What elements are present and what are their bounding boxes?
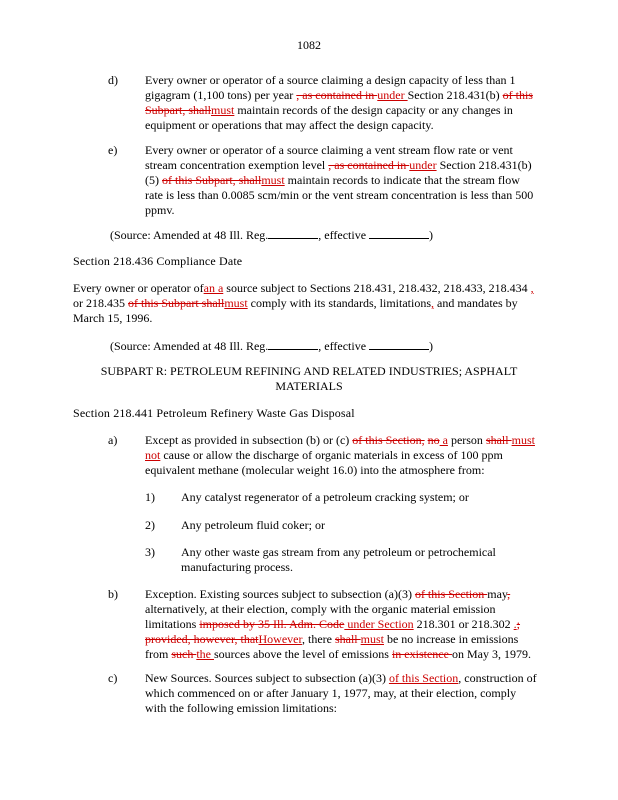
text-run: New Sources. Sources subject to subsection (a)(3) — [145, 671, 389, 685]
text-run: source subject to Sections 218.431, 218.432, 218.433, 218.434 — [223, 281, 531, 295]
deleted-text: imposed by 35 Ill. Adm. Code — [199, 617, 345, 631]
inserted-text: an a — [203, 281, 224, 295]
source-note — [110, 227, 433, 243]
blank-line — [369, 227, 429, 239]
text-run: , construction of which commenced on or after January 1, 1977, may, at their election, comply with the following emission limitations: — [145, 671, 537, 715]
para-d-text — [145, 73, 540, 133]
deleted-text: shall — [485, 433, 512, 447]
text-run: Except as provided in subsection (b) or (c) — [145, 433, 353, 447]
section-436-text — [73, 281, 543, 326]
text-run: person — [447, 433, 486, 447]
deleted-text: no — [427, 433, 440, 447]
blank-line — [268, 227, 318, 239]
source-note — [110, 338, 433, 354]
inserted-text: of this Section — [388, 671, 459, 685]
text-run: (Source: Amended at 48 Ill. Reg. — [110, 228, 269, 242]
item-label: 1) — [145, 490, 155, 504]
item-label: 2) — [145, 518, 155, 532]
deleted-text: , — [507, 587, 511, 601]
text-run: Section 218.431(b)(5) — [145, 158, 532, 187]
inserted-text: . — [513, 617, 517, 631]
deleted-text: such — [171, 647, 197, 661]
text-run: cause or allow the discharge of organic materials in excess of 100 ppm equivalent methane (molecular weight 16.0) into the atmosphere from: — [145, 448, 503, 477]
inserted-text: under Section — [344, 617, 414, 631]
para-c-label: c) — [108, 671, 118, 685]
text-run: Exception. Existing sources subject to subsection (a)(3) — [145, 587, 415, 601]
inserted-text: must — [211, 103, 235, 117]
deleted-text: of this Subpart, shall — [145, 88, 533, 117]
text-run: Section 218.431(b) — [407, 88, 503, 102]
item-text: Any petroleum fluid coker; or — [181, 518, 325, 532]
para-b-label: b) — [108, 587, 118, 601]
text-run: be no increase in emissions from — [145, 632, 519, 661]
inserted-text: must — [360, 632, 384, 646]
para-d-label: d) — [108, 73, 118, 87]
text-run: sources above the level of emissions — [214, 647, 392, 661]
text-run: ) — [429, 228, 434, 242]
inserted-text: must — [261, 173, 285, 187]
text-run: , effective — [318, 339, 370, 353]
text-run: maintain records of the design capacity or any changes in equipment or operations that may affect the design capacity. — [145, 103, 513, 132]
para-c-text — [145, 671, 540, 716]
section-heading: Section 218.441 Petroleum Refinery Waste Gas Disposal — [73, 406, 355, 420]
text-run: , there — [301, 632, 335, 646]
deleted-text: , as contained in — [296, 88, 378, 102]
blank-line — [268, 338, 318, 350]
para-a-text — [145, 433, 540, 478]
text-run: , effective — [318, 228, 370, 242]
inserted-text: a — [439, 433, 448, 447]
inserted-text: , — [530, 281, 534, 295]
text-run: 218.301 or 218.302 — [413, 617, 514, 631]
para-b-text — [145, 587, 540, 662]
section-heading: Section 218.436 Compliance Date — [73, 254, 243, 268]
item-text: Any catalyst regenerator of a petroleum cracking system; or — [181, 490, 469, 504]
deleted-text: in existence — [391, 647, 452, 661]
inserted-text: the — [196, 647, 214, 661]
para-e-text — [145, 143, 540, 218]
text-run: and mandates by March 15, 1996. — [73, 296, 518, 325]
deleted-text: of this Section — [414, 587, 488, 601]
para-a-label: a) — [108, 433, 118, 447]
inserted-text: However — [258, 632, 302, 646]
text-run: on May 3, 1979. — [451, 647, 531, 661]
item-label: 3) — [145, 545, 155, 559]
deleted-text: of this Subpart shall — [128, 296, 225, 310]
para-e-label: e) — [108, 143, 118, 157]
inserted-text: under — [409, 158, 437, 172]
inserted-text: must — [224, 296, 248, 310]
item-text: Any other waste gas stream from any petroleum or petrochemical manufacturing process. — [181, 545, 496, 574]
text-run: Every owner or operator of — [73, 281, 204, 295]
text-run: ) — [429, 339, 434, 353]
deleted-text: of this Subpart, shall — [162, 173, 262, 187]
deleted-text: provided, however, that — [145, 632, 259, 646]
text-run: Every owner or operator of a source claiming a design capacity of less than 1 gigagram (1,100 tons) per year — [145, 73, 516, 102]
page-number: 1082 — [297, 38, 321, 52]
text-run: alternatively, at their election, comply with the organic material emission limitations — [145, 602, 496, 631]
deleted-text: of this Section, — [352, 433, 425, 447]
deleted-text: ; — [516, 617, 521, 631]
deleted-text: , as contained in — [328, 158, 410, 172]
text-run: (Source: Amended at 48 Ill. Reg. — [110, 339, 269, 353]
blank-line — [369, 338, 429, 350]
deleted-text: shall — [334, 632, 361, 646]
text-run: may — [487, 587, 508, 601]
text-run: comply with its standards, limitations — [247, 296, 431, 310]
subpart-heading: SUBPART R: PETROLEUM REFINING AND RELATED INDUSTRIES; ASPHALT MATERIALS — [100, 364, 518, 393]
inserted-text: under — [377, 88, 408, 102]
inserted-text: , — [431, 296, 434, 310]
text-run: or 218.435 — [73, 296, 128, 310]
text-run: maintain records to indicate that the stream flow rate is less than 0.0085 scm/min or the vent stream concentration is less than 500 ppmv. — [145, 173, 534, 217]
inserted-text: must not — [145, 433, 535, 462]
text-run: Every owner or operator of a source claiming a vent stream flow rate or vent stream concentration exemption level — [145, 143, 513, 172]
